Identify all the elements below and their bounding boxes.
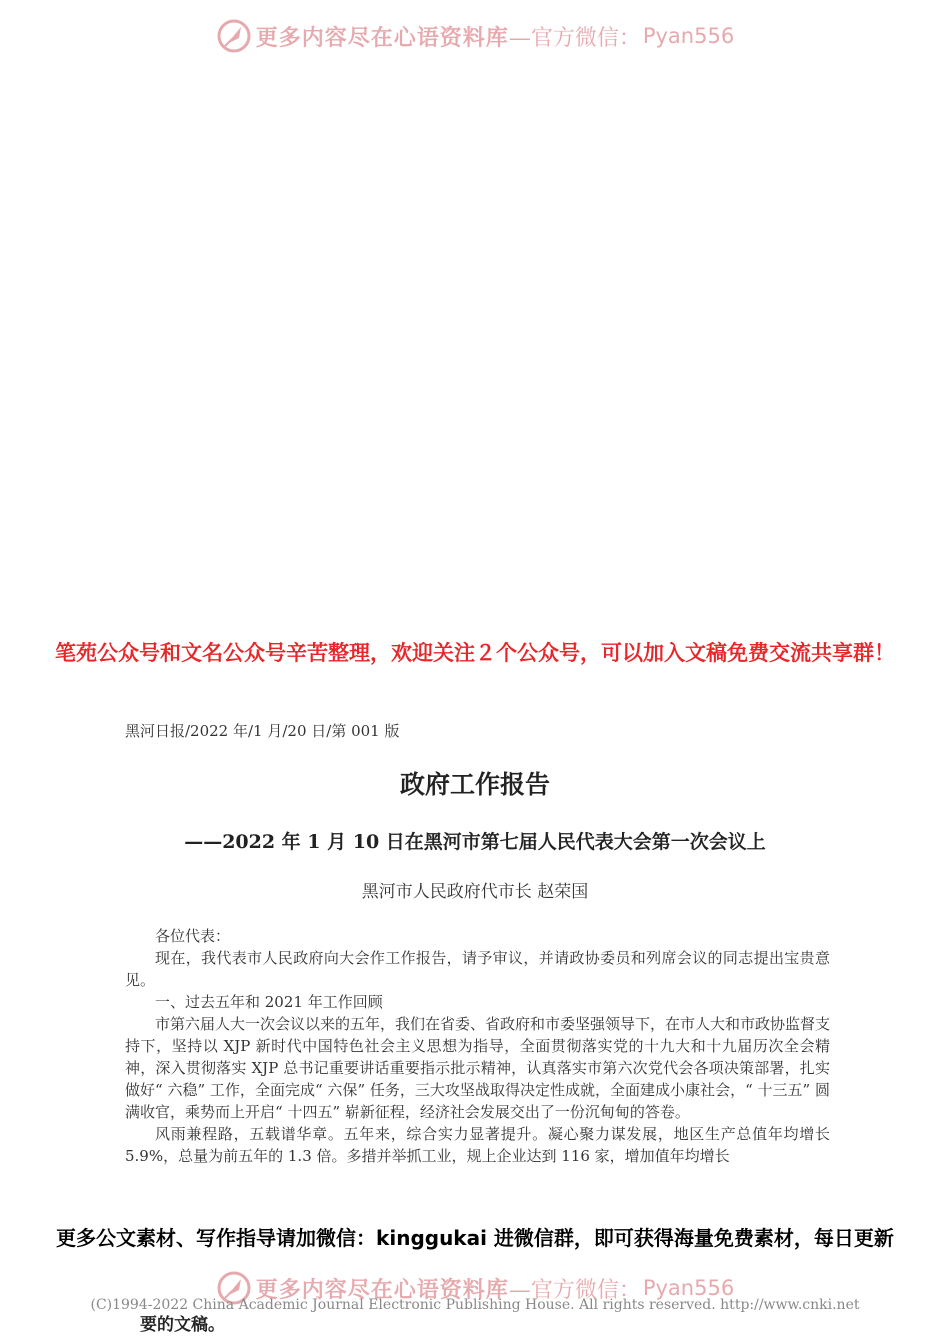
paragraph: 一、过去五年和 2021 年工作回顾 (155, 993, 383, 1011)
document-body (125, 925, 830, 1167)
watermark-text: 更多内容尽在心语资料库 (255, 1276, 509, 1303)
watermark-separator: —官方微信： (508, 1277, 641, 1303)
copyright-line: (C)1994-2022 China Academic Journal Electronic Publishing House. All rights reserved. http://www.cnki.net (90, 1297, 860, 1313)
document-title: 政府工作报告 (399, 770, 550, 799)
paragraph: 风雨兼程路，五载谱华章。五年来，综合实力显著提升。凝心聚力谋发展，地区生产总值年均增长 5.9%，总量为前五年的 1.3 倍。多措并举抓工业，规上企业达到 116 家，增加值年均增长 (125, 1125, 830, 1165)
source-line: 黑河日报/2022 年/1 月/20 日/第 001 版 (125, 722, 400, 740)
watermark-id: Pyan556 (642, 1276, 735, 1300)
watermark-id: Pyan556 (642, 24, 735, 48)
watermark-separator: —官方微信： (508, 25, 641, 51)
paragraph: 现在，我代表市人民政府向大会作工作报告，请予审议，并请政协委员和列席会议的同志提出宝贵意见。 (125, 949, 830, 989)
watermark-top (0, 14, 950, 58)
document-subtitle: ——2022 年 1 月 10 日在黑河市第七届人民代表大会第一次会议上 (184, 831, 766, 853)
paragraph: 市第六届人大一次会议以来的五年，我们在省委、省政府和市委坚强领导下，在市人大和市政协监督支持下，坚持以 XJP 新时代中国特色社会主义思想为指导，全面贯彻落实党的十九大和十九届历次全会精神，深入贯彻落实 XJP 总书记重要讲话重要指示批示精神，认真落实市第六次党代会各项决策部署，扎实做好“ 六稳” 工作，全面完成“ 六保” 任务，三大攻坚战取得决定性成就，全面建成小康社会，“ 十三五” 圆满收官，乘势而上开启“ 十四五” 崭新征程，经济社会发展交出了一份沉甸甸的答卷。 (125, 1015, 831, 1121)
paragraph: 各位代表： (155, 927, 231, 945)
footer-promo: 更多公文素材、写作指导请加微信：kinggukai 进微信群，即可获得海量免费素材，每日更新 (56, 1226, 894, 1250)
promo-banner: 笔苑公众号和文名公众号辛苦整理，欢迎关注２个公众号，可以加入文稿免费交流共享群！ (55, 641, 895, 665)
document-author: 黑河市人民政府代市长 赵荣国 (361, 882, 589, 902)
cut-off-text: 要的文稿。 (140, 1315, 225, 1335)
quill-logo-icon (216, 18, 252, 54)
watermark-text: 更多内容尽在心语资料库 (255, 24, 509, 51)
